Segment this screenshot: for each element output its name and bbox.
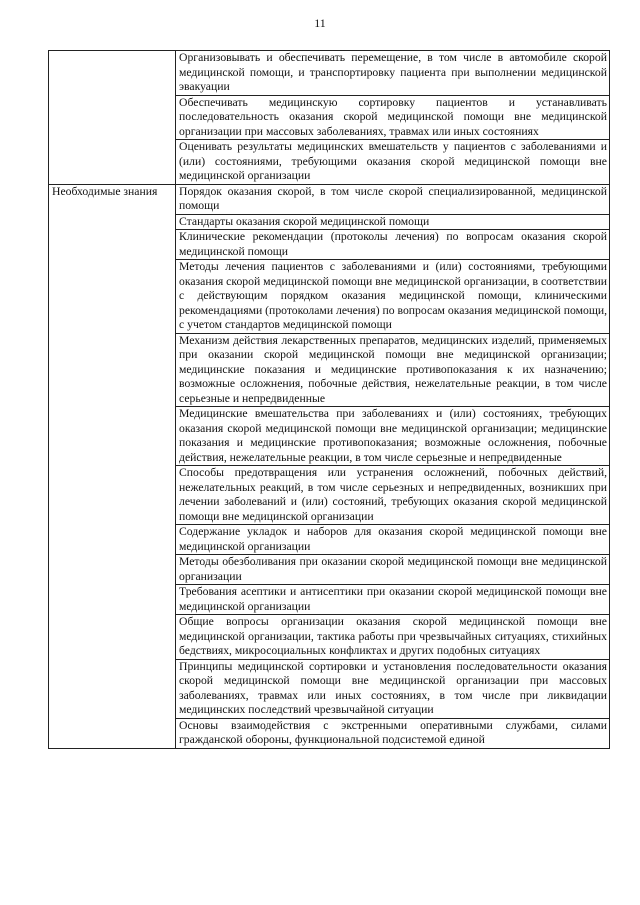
requirements-table	[48, 50, 610, 749]
table-cell: Обеспечивать медицинскую сортировку пациентов и устанавливать последовательность оказания скорой медицинской помощи вне медицинской организации при массовых заболеваниях, травмах или иных состояниях	[176, 95, 610, 140]
table-row	[49, 51, 610, 96]
table-cell: Порядок оказания скорой, в том числе скорой специализированной, медицинской помощи	[176, 184, 610, 214]
page-number: 11	[314, 16, 326, 30]
table-cell: Оценивать результаты медицинских вмешательств у пациентов с заболеваниями и (или) состояниями, требующими оказания скорой медицинской помощи вне медицинской организации	[176, 140, 610, 185]
table-cell: Стандарты оказания скорой медицинской помощи	[176, 214, 610, 230]
table-cell: Принципы медицинской сортировки и установления последовательности оказания скорой медицинской помощи вне медицинской организации при массовых заболеваниях, травмах или иных состояниях, в том числе при ликвидации медицинских последствий чрезвычайной ситуации	[176, 659, 610, 718]
table-cell: Методы лечения пациентов с заболеваниями и (или) состояниями, требующими оказания скорой медицинской помощи вне медицинской организации, в соответствии с действующим порядком оказания медицинской помощи, клиническими рекомендациями (протоколами лечения) по вопросам оказания медицинской помощи, с учетом стандартов медицинской помощи	[176, 260, 610, 334]
row-label-required-knowledge: Необходимые знания	[49, 184, 176, 748]
table-cell: Методы обезболивания при оказании скорой медицинской помощи вне медицинской организации	[176, 555, 610, 585]
table-cell: Медицинские вмешательства при заболеваниях и (или) состояниях, требующих оказания скорой медицинской помощи вне медицинской организации; медицинские показания и медицинские противопоказания; возможные осложнения, побочные действия, нежелательные реакции, в том числе серьезные и непредвиденные	[176, 407, 610, 466]
table-cell: Требования асептики и антисептики при оказании скорой медицинской помощи вне медицинской организации	[176, 585, 610, 615]
row-label-empty	[49, 51, 176, 185]
table-cell: Способы предотвращения или устранения осложнений, побочных действий, нежелательных реакций, в том числе серьезных и непредвиденных, возникших при лечении заболеваний и (или) состояний, требующих оказания скорой медицинской помощи вне медицинской организации	[176, 466, 610, 525]
table-cell: Механизм действия лекарственных препаратов, медицинских изделий, применяемых при оказании скорой медицинской помощи вне медицинской организации; медицинские показания и медицинские противопоказания к их назначению; возможные осложнения, побочные действия, нежелательные реакции, в том числе серьезные и непредвиденные	[176, 333, 610, 407]
table-cell: Клинические рекомендации (протоколы лечения) по вопросам оказания скорой медицинской помощи	[176, 230, 610, 260]
table-cell: Организовывать и обеспечивать перемещение, в том числе в автомобиле скорой медицинской помощи, и транспортировку пациента при выполнении медицинской эвакуации	[176, 51, 610, 96]
page-bottom-margin	[0, 893, 640, 905]
table-row	[49, 184, 610, 214]
table-cell: Содержание укладок и наборов для оказания скорой медицинской помощи вне медицинской организации	[176, 525, 610, 555]
table-cell: Общие вопросы организации оказания скорой медицинской помощи вне медицинской организации, тактика работы при чрезвычайных ситуациях, стихийных бедствиях, микросоциальных конфликтах и других подобных ситуациях	[176, 615, 610, 660]
table-cell: Основы взаимодействия с экстренными оперативными службами, силами гражданской обороны, функциональной подсистемой единой	[176, 718, 610, 748]
